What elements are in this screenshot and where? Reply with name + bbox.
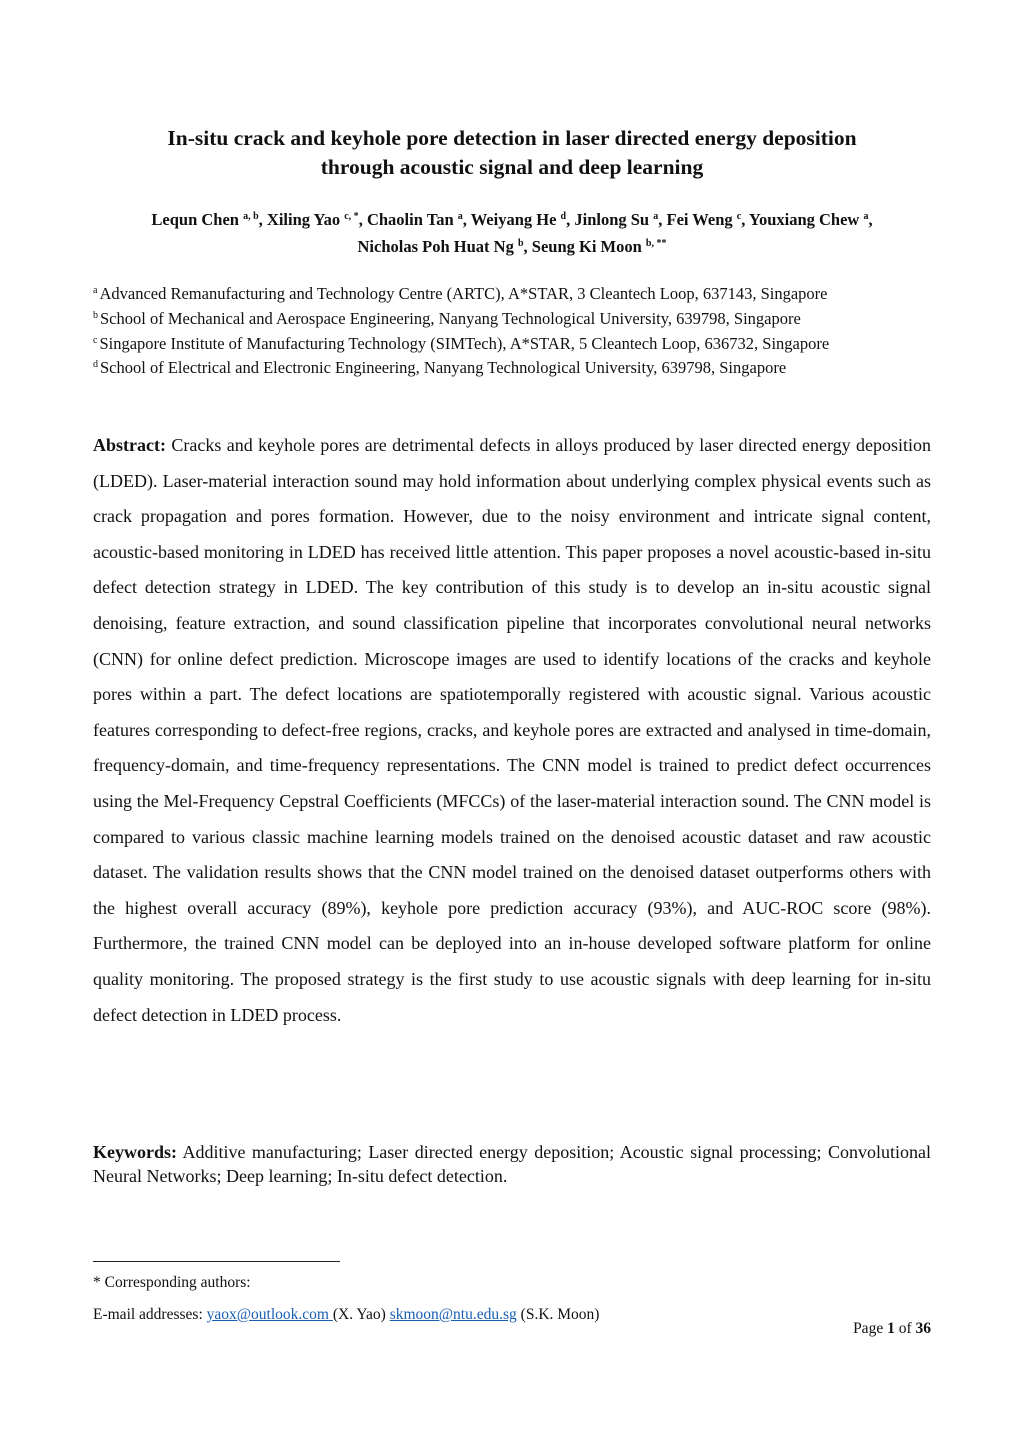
abstract-label: Abstract: (93, 435, 166, 455)
author-affil-marker: c, * (344, 211, 359, 222)
author-affil-marker: a, b (243, 211, 259, 222)
author-name: Xiling Yao (266, 210, 341, 229)
author-affil-marker: a (457, 211, 463, 222)
current-page: 1 (887, 1320, 895, 1337)
email-link-moon[interactable]: skmoon@ntu.edu.sg (389, 1306, 517, 1323)
author-line-1: Lequn Chen $^{a, b}$, Xiling Yao $^{c, *}$, Chaolin Tan $^a$, Weiyang He $^d$, Jinlong Su $^a$, Fei Weng $^c$, Youxiang Chew $^a$, (151, 210, 873, 229)
author-affil-marker: c (736, 211, 742, 222)
author-name: Weiyang He (470, 210, 557, 229)
footnote-divider (93, 1261, 340, 1262)
title-line-1: In-situ crack and keyhole pore detection in laser directed energy deposition (167, 126, 857, 150)
paper-title (60, 124, 964, 182)
keywords (93, 1141, 931, 1188)
email-owner: (X. Yao) (332, 1306, 386, 1323)
abstract (93, 428, 931, 1033)
affiliation-b: $^b$ School of Mechanical and Aerospace Engineering, Nanyang Technological University, 639798, Singapore (93, 308, 801, 328)
author-name: Lequn Chen (151, 210, 239, 229)
total-pages: 36 (915, 1320, 931, 1337)
affiliation-d: $^d$ School of Electrical and Electronic Engineering, Nanyang Technological University, 639798, Singapore (93, 358, 787, 378)
page-number: Page 1 of 36 (853, 1320, 931, 1337)
author-list (60, 206, 964, 260)
author-affil-marker: b, ** (645, 238, 667, 249)
email-owner: (S.K. Moon) (520, 1306, 600, 1323)
abstract-text: Cracks and keyhole pores are detrimental defects in alloys produced by laser directed energy deposition (LDED). Laser-material interaction sound may hold information about underlying complex physical events such as crack propagation and pores formation. However, due to the noisy environment and intricate signal content, acoustic-based monitoring in LDED has received little attention. This paper proposes a novel acoustic-based in-situ defect detection strategy in LDED. The key contribution of this study is to develop an in-situ acoustic signal denoising, feature extraction, and sound classification pipeline that incorporates convolutional neural networks (CNN) for online defect prediction. Microscope images are used to identify locations of the cracks and keyhole pores within a part. The defect locations are spatiotemporally registered with acoustic signal. Various acoustic features corresponding to defect-free regions, cracks, and keyhole pores are extracted and analysed in time-domain, frequency-domain, and time-frequency representations. The CNN model is trained to predict defect occurrences using the Mel-Frequency Cepstral Coefficients (MFCCs) of the laser-material interaction sound. The CNN model is compared to various classic machine learning models trained on the denoised acoustic dataset and raw acoustic dataset. The validation results shows that the CNN model trained on the denoised dataset outperforms others with the highest overall accuracy (89%), keyhole pore prediction accuracy (93%), and AUC-ROC score (98%). Furthermore, the trained CNN model can be deployed into an in-house developed software platform for online quality monitoring. The proposed strategy is the first study to use acoustic signals with deep learning for in-situ defect detection in LDED process. (93, 435, 931, 1025)
author-name: Seung Ki Moon (531, 237, 642, 256)
affiliation-a: $^a$ Advanced Remanufacturing and Technology Centre (ARTC), A*STAR, 3 Cleantech Loop, 637143, Singapore (93, 284, 828, 303)
author-affil-marker: d (560, 211, 567, 222)
email-addresses (93, 1305, 599, 1325)
author-name: Nicholas Poh Huat Ng (357, 237, 514, 256)
email-label: E-mail addresses: (93, 1306, 203, 1323)
author-name: Chaolin Tan (366, 210, 454, 229)
author-name: Jinlong Su (574, 210, 650, 229)
author-affil-marker: b (517, 238, 524, 249)
keywords-label: Keywords: (93, 1142, 177, 1162)
author-affil-marker: a (653, 211, 659, 222)
affiliation-list (93, 282, 943, 381)
email-link-yao[interactable]: yaox@outlook.com (206, 1306, 333, 1323)
keywords-text: Additive manufacturing; Laser directed energy deposition; Acoustic signal processing; Convolutional Neural Networks; Deep learning; In-situ defect detection. (93, 1142, 931, 1186)
corresponding-authors-note: * Corresponding authors: (93, 1274, 251, 1291)
affiliation-c: $^c$ Singapore Institute of Manufacturing Technology (SIMTech), A*STAR, 5 Cleantech Loop, 636732, Singapore (93, 333, 830, 353)
author-affil-marker: a (863, 211, 869, 222)
title-line-2: through acoustic signal and deep learning (320, 155, 704, 179)
author-name: Fei Weng (666, 210, 733, 229)
author-line-2: Nicholas Poh Huat Ng $^b$, Seung Ki Moon $^{b, **}$ (357, 237, 667, 256)
author-name: Youxiang Chew (748, 210, 860, 229)
